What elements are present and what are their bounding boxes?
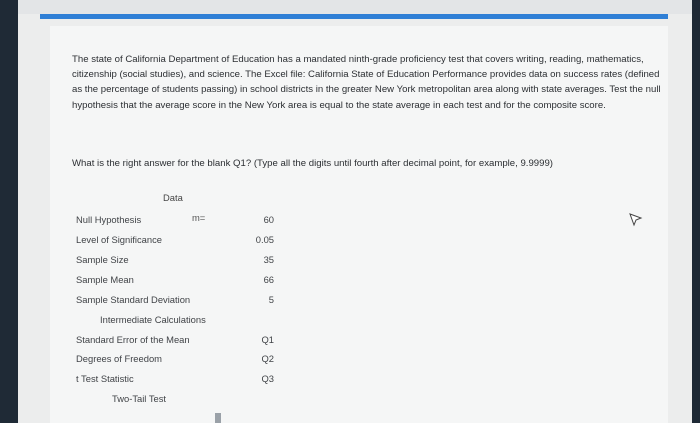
row-label-degrees-of-freedom: Degrees of Freedom [76,353,162,364]
accent-bar [40,14,668,19]
row-label-t-test-statistic: t Test Statistic [76,373,134,384]
question-paragraph: The state of California Department of Education has a mandated ninth-grade proficiency test that covers writing, reading, mathematics, citizenship (social studies), and science. The Excel file: California State of Education Performance provides data on success rates (defined as the percentage of students passing) in school districts in the greater New York metropolitan area along with state averages. Test the null hypothesis that the average score in the New York area is equal to the state average in each test and for the composite score. [72,54,661,111]
bottom-mark [215,413,221,423]
row-label-sample-std-dev: Sample Standard Deviation [76,294,191,305]
row-label-level-of-significance: Level of Significance [76,234,162,245]
mouse-pointer-icon [629,213,643,227]
browser-window [18,0,692,423]
intermediate-calculations-title: Intermediate Calculations [100,314,206,325]
row-value-t-test-statistic: Q3 [261,373,274,384]
two-tail-test-title: Two-Tail Test [112,393,167,404]
question-ask: What is the right answer for the blank Q1? (Type all the digits until fourth after decimal point, for example, 9.9999) [72,158,553,169]
row-label-sample-mean: Sample Mean [76,274,134,285]
row-value-null-hypothesis: 60 [263,214,274,225]
row-value-sample-std-dev: 5 [268,294,274,305]
top-strip [18,0,692,14]
row-value-sample-size: 35 [263,254,274,265]
row-label-null-hypothesis: Null Hypothesis [76,214,142,225]
row-value-standard-error: Q1 [261,334,274,345]
row-label-sample-size: Sample Size [76,254,129,265]
row-label-standard-error: Standard Error of the Mean [76,334,190,345]
row-value-sample-mean: 66 [263,274,274,285]
data-title: Data [163,192,183,203]
m-label: m= [192,212,206,223]
row-value-degrees-of-freedom: Q2 [261,353,274,364]
question-text [72,52,662,113]
row-value-level-of-significance: 0.05 [255,234,274,245]
